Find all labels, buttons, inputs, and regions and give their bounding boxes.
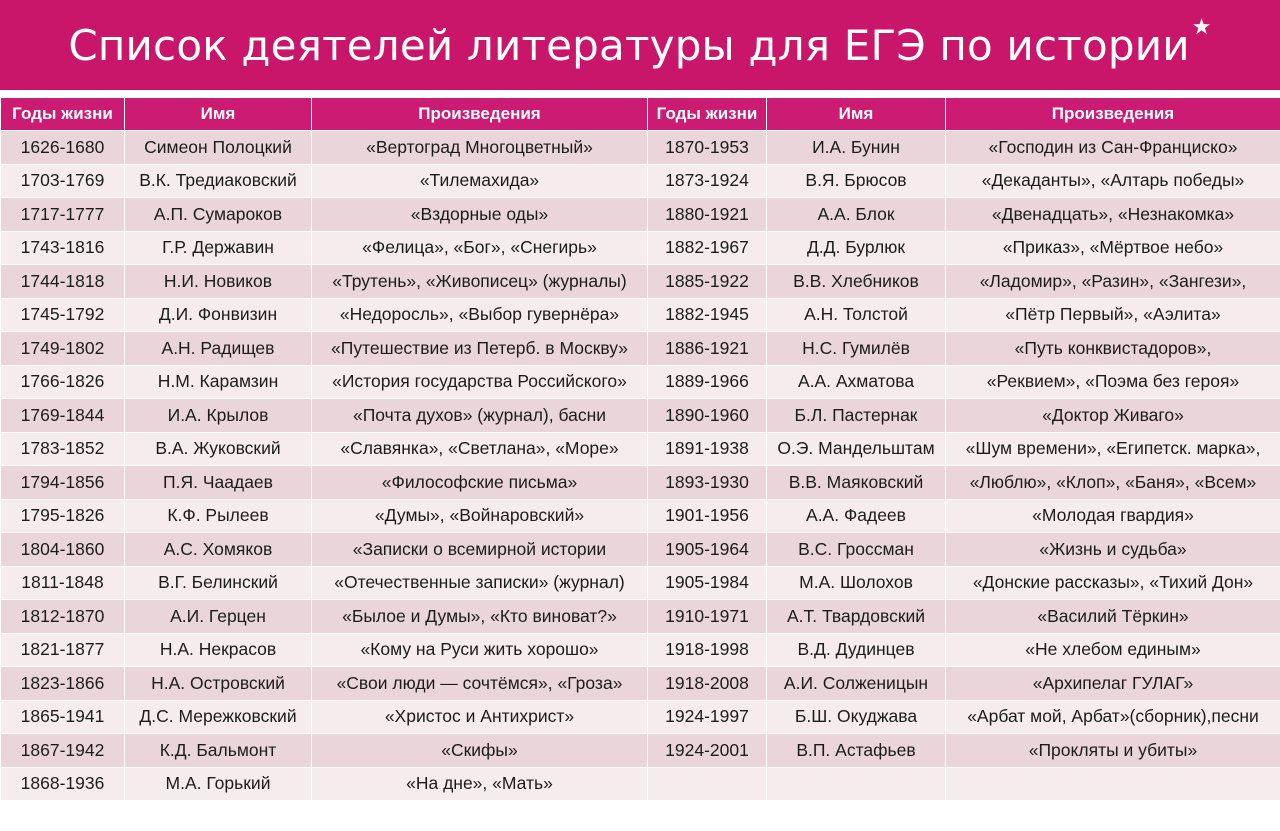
cell-years-left: 1794-1856	[1, 466, 125, 500]
cell-works-right: «Реквием», «Поэма без героя»	[946, 365, 1280, 399]
cell-works-left: «Вертоград Многоцветный»	[312, 131, 648, 165]
cell-name-left: Г.Р. Державин	[125, 231, 312, 265]
table-row	[1, 600, 1280, 634]
cell-years-right: 1905-1964	[648, 533, 767, 567]
cell-works-right: «Ладомир», «Разин», «Зангези»,	[946, 265, 1280, 299]
cell-name-right: М.А. Шолохов	[767, 566, 946, 600]
cell-years-right: 1891-1938	[648, 432, 767, 466]
cell-works-right: «Прокляты и убиты»	[946, 734, 1280, 768]
cell-name-left: Н.М. Карамзин	[125, 365, 312, 399]
cell-name-right: В.Я. Брюсов	[767, 164, 946, 198]
cell-years-right: 1890-1960	[648, 399, 767, 433]
header-years-right: Годы жизни	[648, 98, 767, 131]
cell-works-right	[946, 767, 1280, 801]
cell-years-right: 1924-1997	[648, 700, 767, 734]
cell-name-right: А.А. Блок	[767, 198, 946, 232]
cell-years-left: 1749-1802	[1, 332, 125, 366]
cell-works-left: «Тилемахида»	[312, 164, 648, 198]
table-row	[1, 667, 1280, 701]
cell-works-right: «Декаданты», «Алтарь победы»	[946, 164, 1280, 198]
cell-name-right: Д.Д. Бурлюк	[767, 231, 946, 265]
cell-name-right: В.Д. Дудинцев	[767, 633, 946, 667]
cell-name-left: Н.И. Новиков	[125, 265, 312, 299]
cell-years-left: 1811-1848	[1, 566, 125, 600]
header-works-right: Произведения	[946, 98, 1280, 131]
cell-years-right: 1886-1921	[648, 332, 767, 366]
cell-works-left: «Трутень», «Живописец» (журналы)	[312, 265, 648, 299]
cell-name-right: А.А. Фадеев	[767, 499, 946, 533]
cell-works-right: «Шум времени», «Египетск. марка»,	[946, 432, 1280, 466]
cell-years-right: 1882-1945	[648, 298, 767, 332]
cell-name-right: И.А. Бунин	[767, 131, 946, 165]
cell-works-right: «Донские рассказы», «Тихий Дон»	[946, 566, 1280, 600]
header-row	[1, 98, 1280, 131]
cell-works-left: «Фелица», «Бог», «Снегирь»	[312, 231, 648, 265]
table-row	[1, 734, 1280, 768]
cell-name-right: А.Т. Твардовский	[767, 600, 946, 634]
cell-works-left: «Философские письма»	[312, 466, 648, 500]
table-row	[1, 633, 1280, 667]
cell-name-right: А.Н. Толстой	[767, 298, 946, 332]
table-row	[1, 499, 1280, 533]
cell-years-right: 1873-1924	[648, 164, 767, 198]
cell-years-right: 1882-1967	[648, 231, 767, 265]
cell-years-left: 1745-1792	[1, 298, 125, 332]
cell-years-left: 1743-1816	[1, 231, 125, 265]
cell-works-left: «Христос и Антихрист»	[312, 700, 648, 734]
cell-years-left: 1626-1680	[1, 131, 125, 165]
cell-works-right: «Жизнь и судьба»	[946, 533, 1280, 567]
cell-name-left: М.А. Горький	[125, 767, 312, 801]
cell-works-right: «Доктор Живаго»	[946, 399, 1280, 433]
cell-years-left: 1795-1826	[1, 499, 125, 533]
cell-name-right	[767, 767, 946, 801]
table-row	[1, 365, 1280, 399]
cell-name-left: А.П. Сумароков	[125, 198, 312, 232]
cell-years-right: 1901-1956	[648, 499, 767, 533]
cell-name-left: И.А. Крылов	[125, 399, 312, 433]
cell-name-left: В.Г. Белинский	[125, 566, 312, 600]
cell-years-right: 1880-1921	[648, 198, 767, 232]
cell-years-left: 1703-1769	[1, 164, 125, 198]
cell-name-left: Д.И. Фонвизин	[125, 298, 312, 332]
writers-table	[0, 97, 1280, 801]
cell-years-left: 1865-1941	[1, 700, 125, 734]
cell-works-left: «Свои люди — сочтёмся», «Гроза»	[312, 667, 648, 701]
table-row	[1, 466, 1280, 500]
table-row	[1, 566, 1280, 600]
cell-name-left: Н.А. Некрасов	[125, 633, 312, 667]
cell-name-right: В.В. Хлебников	[767, 265, 946, 299]
header-works-left: Произведения	[312, 98, 648, 131]
cell-works-right: «Господин из Сан-Франциско»	[946, 131, 1280, 165]
cell-years-left: 1717-1777	[1, 198, 125, 232]
page-title-text: Список деятелей литературы для ЕГЭ по истории	[68, 20, 1190, 70]
cell-name-right: В.С. Гроссман	[767, 533, 946, 567]
table-row	[1, 767, 1280, 801]
cell-years-right: 1893-1930	[648, 466, 767, 500]
cell-name-left: А.С. Хомяков	[125, 533, 312, 567]
cell-years-right: 1918-1998	[648, 633, 767, 667]
table-row	[1, 298, 1280, 332]
cell-works-left: «Думы», «Войнаровский»	[312, 499, 648, 533]
cell-years-right: 1918-2008	[648, 667, 767, 701]
table-row	[1, 399, 1280, 433]
cell-years-left: 1766-1826	[1, 365, 125, 399]
cell-name-left: П.Я. Чаадаев	[125, 466, 312, 500]
cell-works-left: «Недоросль», «Выбор гувернёра»	[312, 298, 648, 332]
cell-name-right: О.Э. Мандельштам	[767, 432, 946, 466]
cell-years-right	[648, 767, 767, 801]
cell-name-left: Симеон Полоцкий	[125, 131, 312, 165]
cell-works-right: «Двенадцать», «Незнакомка»	[946, 198, 1280, 232]
cell-works-left: «Вздорные оды»	[312, 198, 648, 232]
cell-name-left: В.А. Жуковский	[125, 432, 312, 466]
table-row	[1, 164, 1280, 198]
cell-name-right: В.В. Маяковский	[767, 466, 946, 500]
cell-years-right: 1889-1966	[648, 365, 767, 399]
cell-years-left: 1868-1936	[1, 767, 125, 801]
cell-name-left: Н.А. Островский	[125, 667, 312, 701]
cell-name-left: А.И. Герцен	[125, 600, 312, 634]
cell-works-left: «Записки о всемирной истории	[312, 533, 648, 567]
cell-name-left: В.К. Тредиаковский	[125, 164, 312, 198]
cell-years-left: 1744-1818	[1, 265, 125, 299]
cell-works-right: «Люблю», «Клоп», «Баня», «Всем»	[946, 466, 1280, 500]
cell-years-right: 1924-2001	[648, 734, 767, 768]
cell-works-left: «Отечественные записки» (журнал)	[312, 566, 648, 600]
cell-works-left: «Скифы»	[312, 734, 648, 768]
cell-works-left: «На дне», «Мать»	[312, 767, 648, 801]
cell-works-left: «История государства Российского»	[312, 365, 648, 399]
cell-years-right: 1910-1971	[648, 600, 767, 634]
cell-works-left: «Славянка», «Светлана», «Море»	[312, 432, 648, 466]
cell-years-left: 1821-1877	[1, 633, 125, 667]
cell-years-right: 1905-1984	[648, 566, 767, 600]
cell-works-left: «Былое и Думы», «Кто виноват?»	[312, 600, 648, 634]
cell-works-right: «Молодая гвардия»	[946, 499, 1280, 533]
cell-name-right: В.П. Астафьев	[767, 734, 946, 768]
cell-name-left: А.Н. Радищев	[125, 332, 312, 366]
table-row	[1, 131, 1280, 165]
title-banner	[0, 0, 1280, 90]
cell-years-left: 1783-1852	[1, 432, 125, 466]
cell-name-right: А.И. Солженицын	[767, 667, 946, 701]
cell-works-left: «Почта духов» (журнал), басни	[312, 399, 648, 433]
header-name-right: Имя	[767, 98, 946, 131]
cell-name-left: К.Д. Бальмонт	[125, 734, 312, 768]
table-row	[1, 265, 1280, 299]
cell-name-right: Н.С. Гумилёв	[767, 332, 946, 366]
table-row	[1, 700, 1280, 734]
cell-works-right: «Пётр Первый», «Аэлита»	[946, 298, 1280, 332]
cell-years-left: 1812-1870	[1, 600, 125, 634]
page-title	[68, 14, 1212, 70]
table-row	[1, 332, 1280, 366]
cell-works-right: «Приказ», «Мёртвое небо»	[946, 231, 1280, 265]
table-row	[1, 198, 1280, 232]
cell-name-right: Б.Л. Пастернак	[767, 399, 946, 433]
cell-works-left: «Кому на Руси жить хорошо»	[312, 633, 648, 667]
cell-works-left: «Путешествие из Петерб. в Москву»	[312, 332, 648, 366]
table-body	[1, 131, 1280, 801]
cell-works-right: «Арбат мой, Арбат»(сборник),песни	[946, 700, 1280, 734]
cell-name-left: Д.С. Мережковский	[125, 700, 312, 734]
cell-name-right: Б.Ш. Окуджава	[767, 700, 946, 734]
cell-years-right: 1885-1922	[648, 265, 767, 299]
table-row	[1, 432, 1280, 466]
asterisk-mark: ★	[1191, 14, 1212, 40]
cell-years-left: 1867-1942	[1, 734, 125, 768]
header-name-left: Имя	[125, 98, 312, 131]
cell-name-right: А.А. Ахматова	[767, 365, 946, 399]
header-years-left: Годы жизни	[1, 98, 125, 131]
cell-years-left: 1823-1866	[1, 667, 125, 701]
cell-works-right: «Архипелаг ГУЛАГ»	[946, 667, 1280, 701]
cell-years-left: 1804-1860	[1, 533, 125, 567]
table-row	[1, 231, 1280, 265]
table-row	[1, 533, 1280, 567]
cell-years-left: 1769-1844	[1, 399, 125, 433]
cell-works-right: «Путь конквистадоров»,	[946, 332, 1280, 366]
cell-name-left: К.Ф. Рылеев	[125, 499, 312, 533]
cell-works-right: «Не хлебом единым»	[946, 633, 1280, 667]
cell-years-right: 1870-1953	[648, 131, 767, 165]
cell-works-right: «Василий Тёркин»	[946, 600, 1280, 634]
